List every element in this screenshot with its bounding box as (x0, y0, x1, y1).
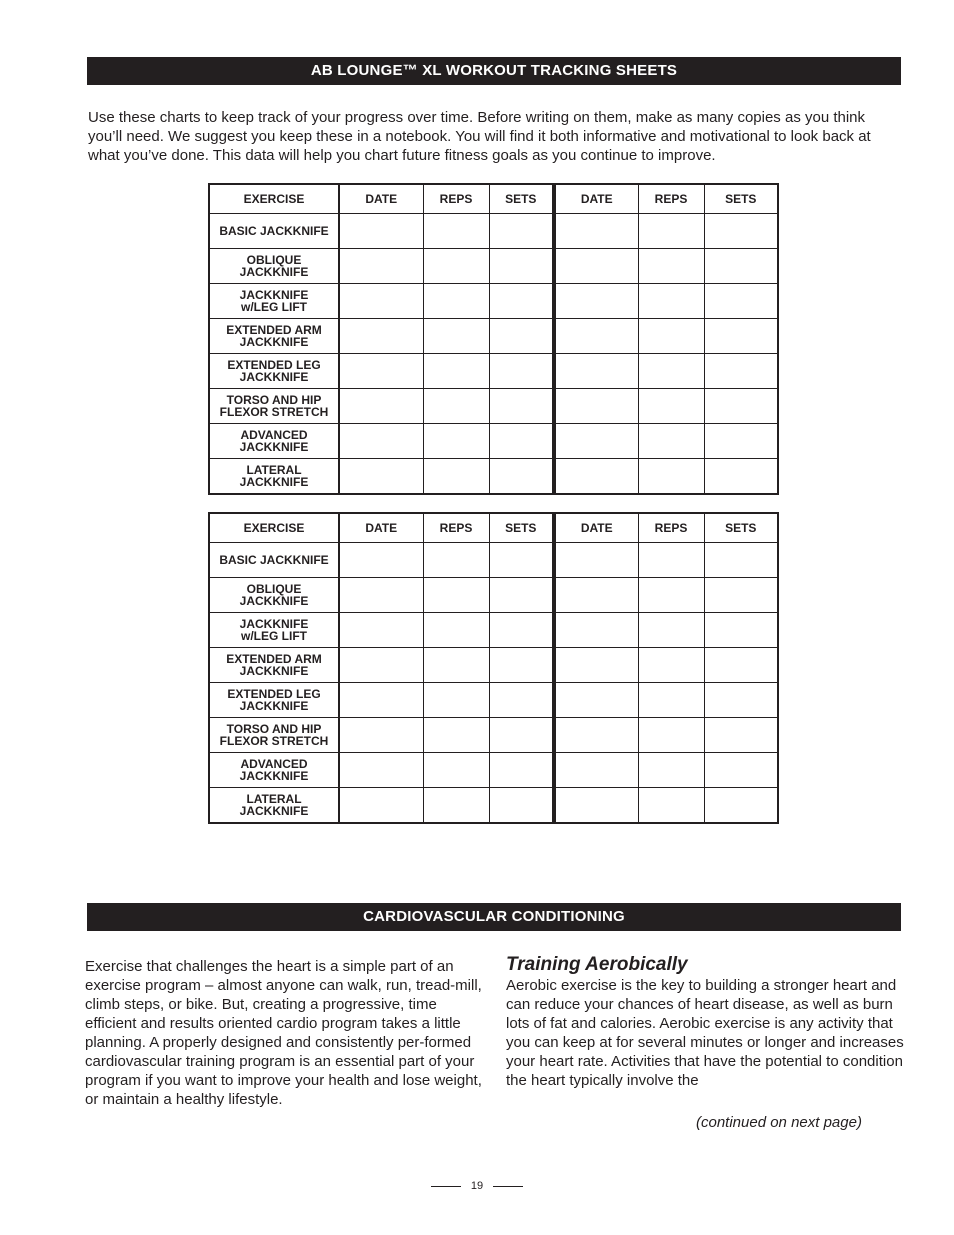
table-row (209, 214, 778, 249)
exercise-name-line: FLEXOR STRETCH (219, 405, 329, 419)
exercise-name-line: OBLIQUE (246, 582, 302, 596)
entry-cell (489, 389, 554, 424)
exercise-name-line: OBLIQUE (246, 253, 302, 267)
entry-cell (704, 788, 778, 824)
exercise-name-line: EXTENDED ARM (226, 652, 322, 666)
table-row (209, 284, 778, 319)
header-date: DATE (554, 513, 638, 543)
header-reps: REPS (638, 184, 704, 214)
entry-cell (423, 648, 489, 683)
entry-cell (554, 459, 638, 495)
exercise-name (209, 613, 339, 648)
entry-cell (423, 249, 489, 284)
entry-cell (339, 613, 423, 648)
table-row (209, 753, 778, 788)
exercise-name-line: TORSO AND HIP (226, 722, 322, 736)
entry-cell (704, 389, 778, 424)
table-row (209, 683, 778, 718)
entry-cell (638, 718, 704, 753)
entry-cell (638, 424, 704, 459)
entry-cell (554, 354, 638, 389)
entry-cell (554, 683, 638, 718)
entry-cell (554, 424, 638, 459)
header-sets: SETS (704, 184, 778, 214)
entry-cell (704, 459, 778, 495)
exercise-name-line: JACKKNIFE (239, 288, 309, 302)
entry-cell (554, 389, 638, 424)
exercise-name-line: EXTENDED LEG (227, 358, 321, 372)
exercise-name-line: FLEXOR STRETCH (219, 734, 329, 748)
cardio-left-column: Exercise that challenges the heart is a simple part of an exercise program – almost anyone can walk, run, tread-mill, climb steps, or bike. But, creating a progressive, time efficient and results oriented cardio program takes a little planning. A properly designed and consistently per-formed cardiovascular training program is an essential part of your program if you want to improve your health and lose weight, or maintain a healthy lifestyle. (85, 958, 482, 1108)
exercise-name (209, 354, 339, 389)
exercise-name-line: JACKKNIFE (239, 370, 309, 384)
exercise-name-line: JACKKNIFE (239, 335, 309, 349)
table-row (209, 578, 778, 613)
entry-cell (554, 578, 638, 613)
entry-cell (339, 284, 423, 319)
exercise-name-line: BASIC JACKKNIFE (219, 553, 329, 567)
exercise-name (209, 683, 339, 718)
header-exercise: EXERCISE (209, 184, 339, 214)
exercise-name-line: JACKKNIFE (239, 699, 309, 713)
table-row (209, 249, 778, 284)
entry-cell (339, 459, 423, 495)
footer-rule-left (431, 1186, 461, 1187)
entry-cell (638, 753, 704, 788)
entry-cell (554, 543, 638, 578)
entry-cell (638, 249, 704, 284)
entry-cell (554, 718, 638, 753)
exercise-name (209, 578, 339, 613)
entry-cell (638, 683, 704, 718)
entry-cell (704, 284, 778, 319)
exercise-name-line: JACKKNIFE (239, 617, 309, 631)
exercise-name-line: w/LEG LIFT (241, 300, 307, 314)
header-reps: REPS (638, 513, 704, 543)
header-sets: SETS (489, 184, 554, 214)
entry-cell (704, 543, 778, 578)
exercise-name-line: EXTENDED LEG (227, 687, 321, 701)
header-reps: REPS (423, 513, 489, 543)
exercise-name-line: JACKKNIFE (239, 475, 309, 489)
entry-cell (339, 788, 423, 824)
entry-cell (423, 788, 489, 824)
entry-cell (704, 648, 778, 683)
entry-cell (554, 319, 638, 354)
entry-cell (554, 613, 638, 648)
entry-cell (638, 788, 704, 824)
cardio-banner: CARDIOVASCULAR CONDITIONING (87, 903, 901, 931)
exercise-name (209, 753, 339, 788)
exercise-name-line: BASIC JACKKNIFE (219, 224, 329, 238)
entry-cell (489, 284, 554, 319)
entry-cell (489, 718, 554, 753)
entry-cell (423, 214, 489, 249)
entry-cell (704, 214, 778, 249)
entry-cell (339, 319, 423, 354)
table-header-row (209, 513, 778, 543)
entry-cell (489, 648, 554, 683)
entry-cell (423, 389, 489, 424)
entry-cell (638, 459, 704, 495)
entry-cell (704, 424, 778, 459)
header-reps: REPS (423, 184, 489, 214)
table-row (209, 718, 778, 753)
entry-cell (638, 543, 704, 578)
entry-cell (339, 753, 423, 788)
entry-cell (489, 214, 554, 249)
entry-cell (423, 319, 489, 354)
entry-cell (554, 648, 638, 683)
entry-cell (423, 424, 489, 459)
exercise-name (209, 284, 339, 319)
table-row (209, 648, 778, 683)
exercise-name-line: EXTENDED ARM (226, 323, 322, 337)
entry-cell (423, 459, 489, 495)
exercise-name (209, 389, 339, 424)
exercise-name-line: w/LEG LIFT (241, 629, 307, 643)
exercise-name (209, 718, 339, 753)
entry-cell (489, 424, 554, 459)
entry-cell (423, 543, 489, 578)
exercise-name (209, 319, 339, 354)
exercise-name (209, 543, 339, 578)
exercise-name (209, 249, 339, 284)
entry-cell (704, 683, 778, 718)
entry-cell (554, 214, 638, 249)
exercise-name (209, 788, 339, 824)
entry-cell (554, 788, 638, 824)
table-row (209, 788, 778, 824)
entry-cell (339, 389, 423, 424)
entry-cell (489, 578, 554, 613)
entry-cell (423, 718, 489, 753)
entry-cell (423, 683, 489, 718)
exercise-name-line: JACKKNIFE (239, 440, 309, 454)
table-row (209, 319, 778, 354)
header-sets: SETS (489, 513, 554, 543)
table-row (209, 613, 778, 648)
table-row (209, 354, 778, 389)
header-sets: SETS (704, 513, 778, 543)
table-row (209, 389, 778, 424)
table-row (209, 424, 778, 459)
entry-cell (339, 578, 423, 613)
entry-cell (339, 354, 423, 389)
table-header-row (209, 184, 778, 214)
entry-cell (704, 613, 778, 648)
entry-cell (489, 543, 554, 578)
entry-cell (423, 284, 489, 319)
footer-rule-right (493, 1186, 523, 1187)
exercise-name-line: ADVANCED (240, 428, 308, 442)
intro-paragraph: Use these charts to keep track of your progress over time. Before writing on them, make as many copies as you think you’ll need. We suggest you keep these in a notebook. You will find it both informative and motivational to look back at what you’ve done. This data will help you chart future fitness goals as you continue to improve. (88, 109, 871, 164)
entry-cell (638, 214, 704, 249)
exercise-name-line: JACKKNIFE (239, 769, 309, 783)
entry-cell (704, 718, 778, 753)
entry-cell (704, 578, 778, 613)
entry-cell (638, 284, 704, 319)
exercise-name-line: JACKKNIFE (239, 664, 309, 678)
entry-cell (339, 543, 423, 578)
entry-cell (489, 354, 554, 389)
entry-cell (489, 249, 554, 284)
exercise-name-line: LATERAL (246, 463, 302, 477)
entry-cell (704, 753, 778, 788)
exercise-name-line: JACKKNIFE (239, 804, 309, 818)
entry-cell (423, 613, 489, 648)
entry-cell (638, 354, 704, 389)
header-date: DATE (339, 513, 423, 543)
page-number: 19 (470, 1180, 484, 1192)
entry-cell (554, 753, 638, 788)
exercise-name (209, 424, 339, 459)
exercise-name-line: JACKKNIFE (239, 594, 309, 608)
entry-cell (638, 578, 704, 613)
entry-cell (339, 424, 423, 459)
entry-cell (339, 214, 423, 249)
entry-cell (489, 613, 554, 648)
table-row (209, 543, 778, 578)
exercise-name (209, 459, 339, 495)
header-date: DATE (554, 184, 638, 214)
header-date: DATE (339, 184, 423, 214)
exercise-name-line: TORSO AND HIP (226, 393, 322, 407)
header-exercise: EXERCISE (209, 513, 339, 543)
entry-cell (704, 354, 778, 389)
entry-cell (339, 648, 423, 683)
entry-cell (489, 788, 554, 824)
tracking-sheets-banner: AB LOUNGE™ XL WORKOUT TRACKING SHEETS (87, 57, 901, 85)
entry-cell (704, 319, 778, 354)
continued-note: (continued on next page) (696, 1114, 862, 1131)
exercise-name-line: JACKKNIFE (239, 265, 309, 279)
entry-cell (638, 613, 704, 648)
page-footer (0, 1180, 954, 1192)
entry-cell (423, 578, 489, 613)
entry-cell (554, 284, 638, 319)
entry-cell (339, 249, 423, 284)
exercise-name-line: ADVANCED (240, 757, 308, 771)
entry-cell (339, 683, 423, 718)
tracking-table-2 (208, 512, 779, 824)
entry-cell (638, 648, 704, 683)
entry-cell (423, 354, 489, 389)
cardio-right-column: Aerobic exercise is the key to building a stronger heart and can reduce your chances of heart disease, as well as burn lots of fat and calories. Aerobic exercise is any activity that you can keep at for several minutes or longer and increases your heart rate. Activities that have the potential to condition the heart typically involve the (506, 977, 904, 1089)
entry-cell (638, 389, 704, 424)
table-row (209, 459, 778, 495)
entry-cell (339, 718, 423, 753)
training-aerobically-heading: Training Aerobically (506, 954, 688, 975)
entry-cell (554, 249, 638, 284)
entry-cell (489, 683, 554, 718)
exercise-name (209, 648, 339, 683)
entry-cell (638, 319, 704, 354)
exercise-name (209, 214, 339, 249)
entry-cell (489, 459, 554, 495)
exercise-name-line: LATERAL (246, 792, 302, 806)
entry-cell (704, 249, 778, 284)
entry-cell (423, 753, 489, 788)
entry-cell (489, 319, 554, 354)
entry-cell (489, 753, 554, 788)
tracking-table-1 (208, 183, 779, 495)
